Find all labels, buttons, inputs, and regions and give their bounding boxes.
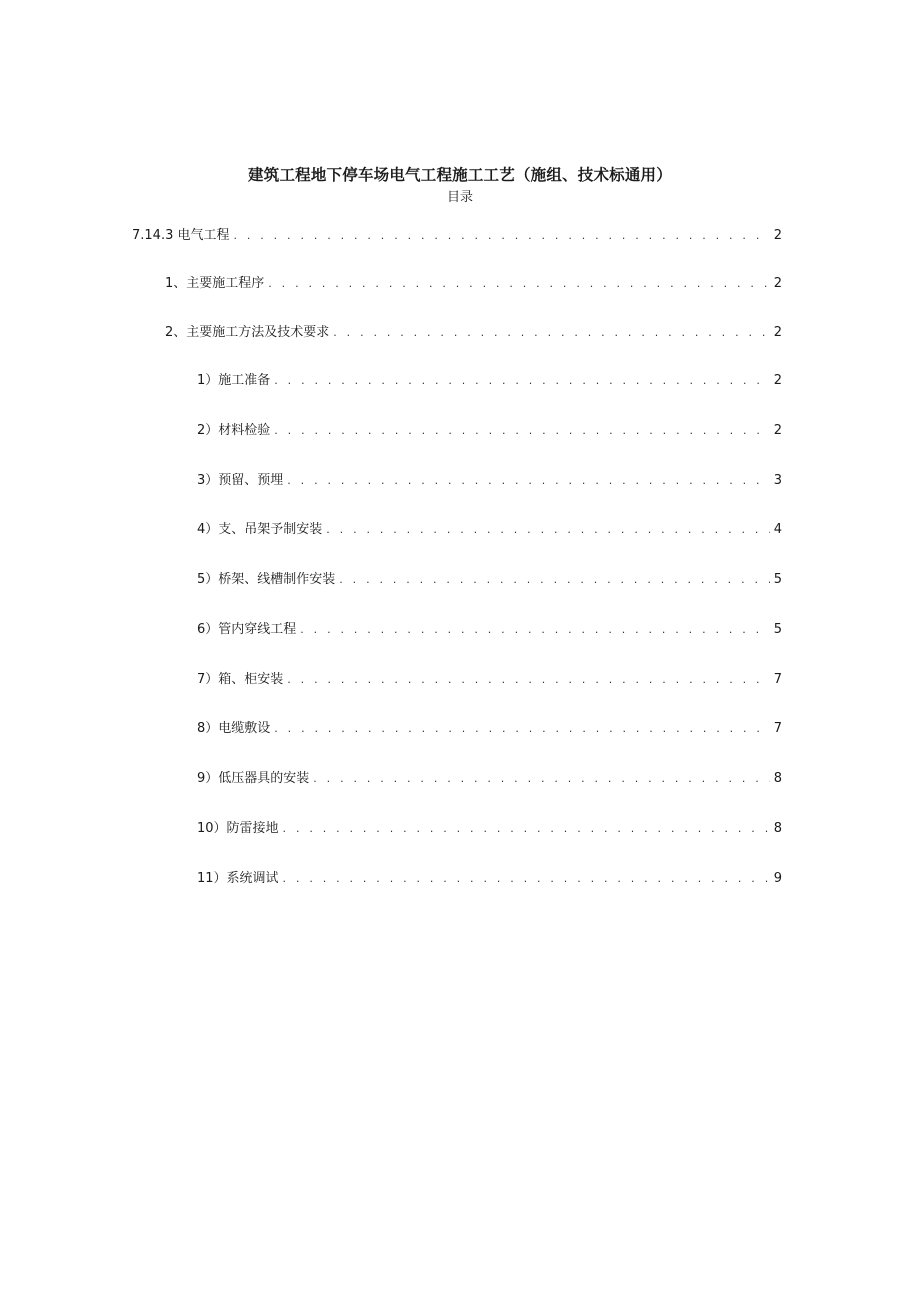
toc-entry-label: 7.14.3 电气工程 <box>132 228 230 243</box>
toc-page-number: 2 <box>773 228 782 243</box>
toc-leader <box>313 769 769 789</box>
toc-page-number: 2 <box>773 423 782 438</box>
toc-entry-label: 9）低压器具的安装 <box>197 771 310 786</box>
toc-page-number: 3 <box>773 473 782 488</box>
toc-entry-cable-laying[interactable] <box>197 719 782 739</box>
toc-entry-label: 2、主要施工方法及技术要求 <box>165 325 330 340</box>
toc-leader <box>333 323 769 343</box>
toc-leader <box>274 719 769 739</box>
toc-entry-label: 8）电缆敷设 <box>197 721 271 736</box>
toc-leader <box>339 570 769 590</box>
toc-leader <box>233 226 769 246</box>
toc-entry-label: 1）施工准备 <box>197 373 271 388</box>
toc-leader <box>274 371 769 391</box>
toc-entry-cable-tray[interactable] <box>197 570 782 590</box>
toc-leader <box>287 670 769 690</box>
toc-entry-label: 4）支、吊架予制安装 <box>197 522 323 537</box>
toc-leader <box>283 819 770 839</box>
toc-page-number: 4 <box>773 522 782 537</box>
toc-entry-wiring[interactable] <box>197 620 782 640</box>
toc-page-number: 5 <box>773 622 782 637</box>
document-title: 建筑工程地下停车场电气工程施工工艺（施组、技术标通用） <box>248 166 672 184</box>
toc-entry-label: 3）预留、预埋 <box>197 473 284 488</box>
toc-heading: 目录 <box>446 190 473 205</box>
toc-leader <box>287 471 769 491</box>
toc-page-number: 9 <box>773 871 782 886</box>
toc-entry-main-methods[interactable] <box>165 323 782 343</box>
toc-entry-main-procedure[interactable] <box>165 274 782 294</box>
toc-entry-support-hanger[interactable] <box>197 520 782 540</box>
toc-entry-label: 10）防雷接地 <box>197 821 279 836</box>
toc-page-number: 8 <box>773 821 782 836</box>
toc-entry-label: 1、主要施工程序 <box>165 276 265 291</box>
toc-entry-label: 2）材料检验 <box>197 423 271 438</box>
toc-page-number: 8 <box>773 771 782 786</box>
toc-leader <box>300 620 769 640</box>
toc-entry-label: 11）系统调试 <box>197 871 279 886</box>
toc-entry-label: 6）管内穿线工程 <box>197 622 297 637</box>
toc-page-number: 2 <box>773 276 782 291</box>
toc-entry-lightning-grounding[interactable] <box>197 819 782 839</box>
toc-entry-label: 5）桥架、线槽制作安装 <box>197 572 336 587</box>
toc-leader <box>326 520 769 540</box>
toc-entry-preparation[interactable] <box>197 371 782 391</box>
toc-page-number: 2 <box>773 373 782 388</box>
toc-entry-electrical-engineering[interactable] <box>132 226 782 246</box>
toc-leader <box>268 274 769 294</box>
toc-page-number: 5 <box>773 572 782 587</box>
toc-entry-system-commissioning[interactable] <box>197 869 782 889</box>
toc-entry-low-voltage-devices[interactable] <box>197 769 782 789</box>
toc-page-number: 2 <box>773 325 782 340</box>
toc-leader <box>274 421 769 441</box>
toc-entry-cabinet-installation[interactable] <box>197 670 782 690</box>
toc-entry-label: 7）箱、柜安装 <box>197 672 284 687</box>
toc-page-number: 7 <box>773 721 782 736</box>
toc-page-number: 7 <box>773 672 782 687</box>
toc-leader <box>283 869 770 889</box>
toc-entry-material-inspection[interactable] <box>197 421 782 441</box>
toc-entry-embedding[interactable] <box>197 471 782 491</box>
